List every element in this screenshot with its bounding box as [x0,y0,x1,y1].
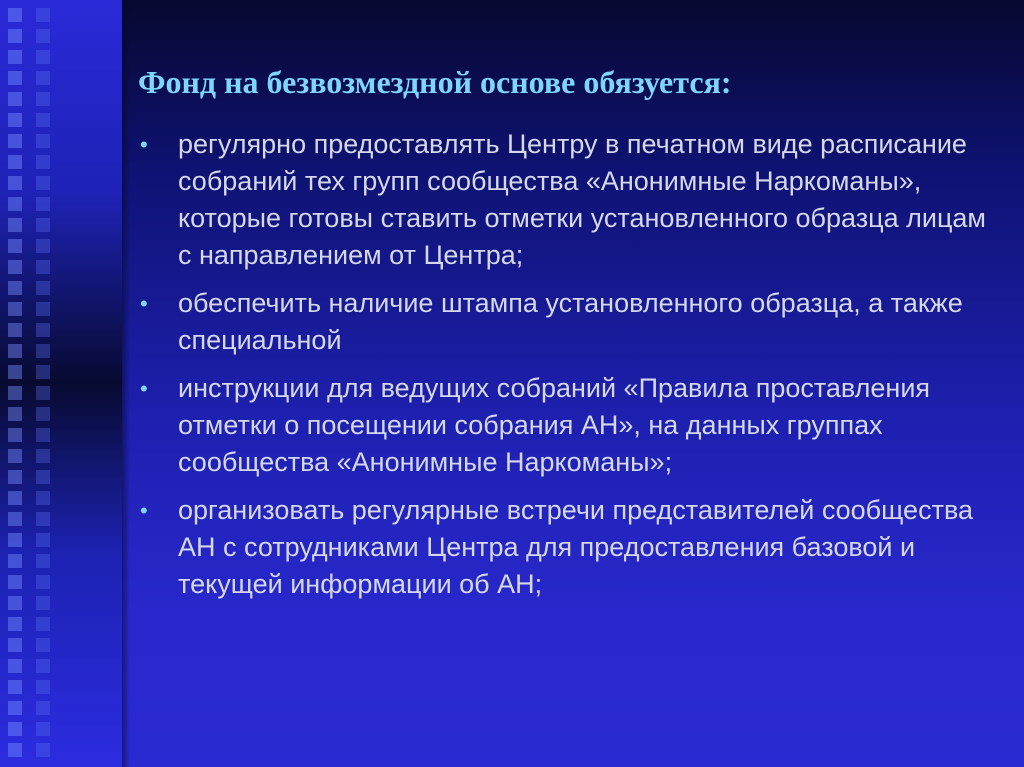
bullet-item [138,370,998,481]
decorative-square [8,260,22,274]
decorative-square [8,134,22,148]
decorative-square [36,470,50,484]
decorative-square [36,512,50,526]
decorative-square [8,386,22,400]
bullet-icon: • [140,376,148,401]
decorative-square [36,92,50,106]
decorative-square [36,365,50,379]
decorative-square [36,323,50,337]
decorative-square [8,743,22,757]
bullet-item [138,492,998,603]
decorative-square [8,50,22,64]
decorative-square [36,71,50,85]
decorative-square [36,218,50,232]
decorative-square [8,617,22,631]
decorative-square [8,470,22,484]
decorative-square [8,701,22,715]
decorative-square [36,638,50,652]
decorative-square [8,365,22,379]
decorative-square [8,512,22,526]
decorative-square [8,302,22,316]
decorative-square [36,344,50,358]
decorative-square [8,92,22,106]
decorative-square [8,29,22,43]
decorative-square [8,428,22,442]
decorative-square [36,701,50,715]
decorative-square [36,596,50,610]
decorative-square [36,659,50,673]
decorative-square [8,449,22,463]
decorative-square [36,176,50,190]
decorative-squares-column [8,8,22,767]
decorative-square [36,29,50,43]
decorative-square [8,239,22,253]
decorative-square [8,554,22,568]
decorative-square [8,659,22,673]
decorative-square [8,197,22,211]
decorative-square [36,533,50,547]
decorative-square [36,449,50,463]
decorative-square [8,491,22,505]
decorative-square [8,113,22,127]
decorative-square [8,575,22,589]
bullet-text: регулярно предоставлять Центру в печатном виде расписание собраний тех групп сообщества «Анонимные Наркоманы», которые готовы ставить отметки установленного образца лицам с направлением от Центра; [178,129,986,270]
decorative-square [36,197,50,211]
decorative-left-strip [0,0,122,767]
decorative-square [36,50,50,64]
decorative-square [8,218,22,232]
bullet-text: обеспечить наличие штампа установленного образца, а также специальной [178,288,963,355]
decorative-strip-shadow [122,0,130,767]
decorative-square [36,554,50,568]
decorative-square [8,155,22,169]
decorative-square [36,281,50,295]
decorative-squares-column [36,8,50,767]
decorative-square [8,71,22,85]
decorative-square [8,722,22,736]
decorative-square [8,323,22,337]
decorative-square [36,722,50,736]
decorative-square [36,575,50,589]
decorative-square [36,239,50,253]
decorative-square [36,407,50,421]
bullet-text: организовать регулярные встречи представителей сообщества АН с сотрудниками Центра для предоставления базовой и текущей информации об АН; [178,495,973,599]
decorative-square [8,281,22,295]
bullet-list [138,126,998,614]
decorative-square [36,260,50,274]
bullet-icon: • [140,291,148,316]
decorative-square [36,617,50,631]
decorative-square [36,8,50,22]
decorative-square [36,134,50,148]
decorative-square [36,680,50,694]
decorative-square [8,344,22,358]
decorative-square [36,491,50,505]
slide-title: Фонд на безвозмездной основе обязуется: [138,64,732,100]
bullet-icon: • [140,498,148,523]
bullet-item [138,285,998,359]
decorative-square [36,386,50,400]
decorative-square [8,638,22,652]
decorative-square [36,302,50,316]
decorative-square [8,176,22,190]
bullet-icon: • [140,132,148,157]
decorative-square [36,743,50,757]
decorative-square [36,113,50,127]
bullet-item [138,126,998,274]
decorative-square [36,428,50,442]
decorative-square [36,155,50,169]
decorative-square [8,596,22,610]
decorative-square [8,533,22,547]
decorative-square [8,407,22,421]
decorative-square [8,8,22,22]
decorative-square [8,680,22,694]
bullet-text: инструкции для ведущих собраний «Правила проставления отметки о посещении собрания АН», на данных группах сообщества «Анонимные Наркоманы»; [178,373,931,477]
